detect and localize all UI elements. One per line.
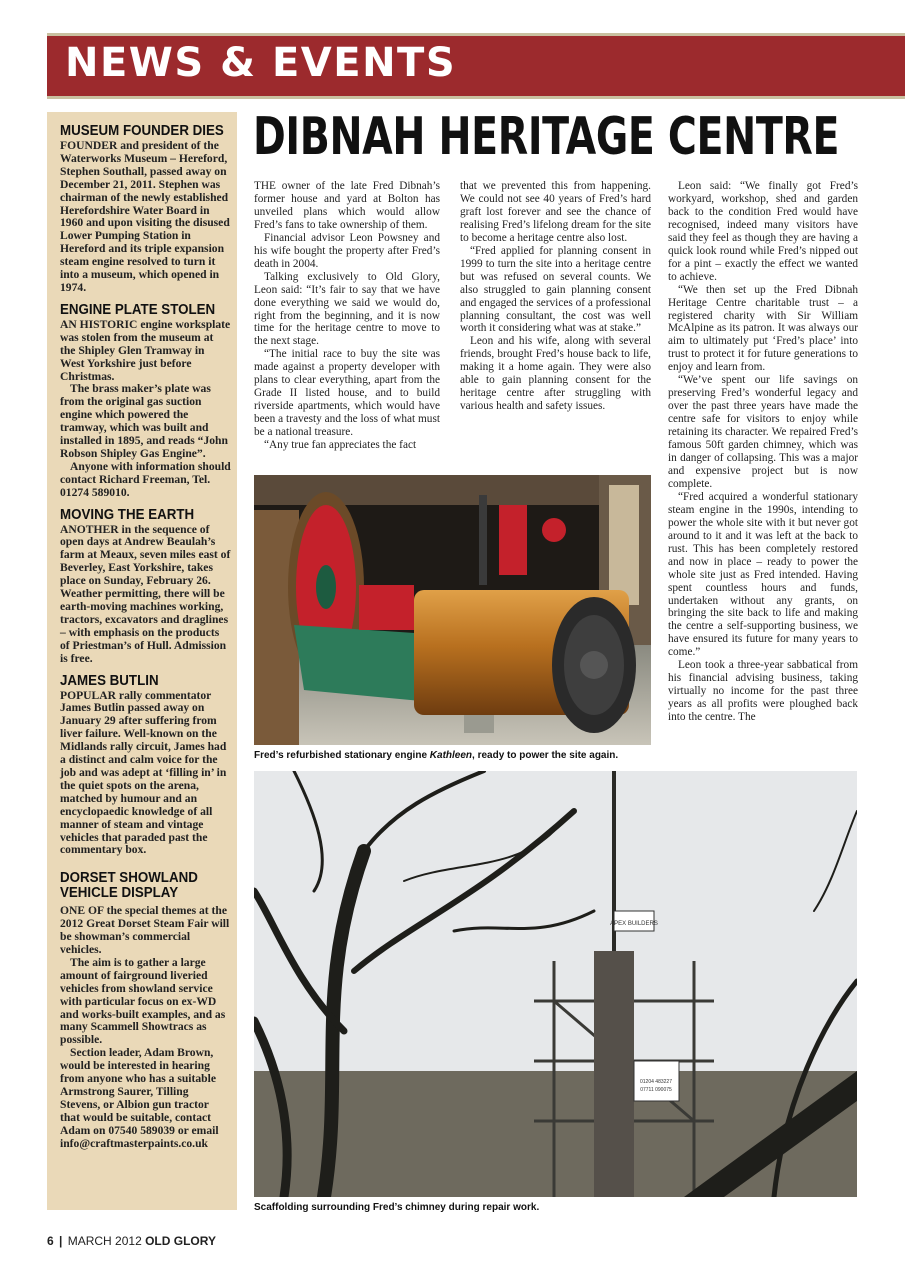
sidebar-news-heading: ENGINE PLATE STOLEN (60, 301, 216, 318)
article-paragraph: Leon took a three-year sabbatical from his financial advising business, taking virtually no income for the past three years as all profits were ploughed back into the centre. The (668, 659, 858, 724)
page-footer: 6 | MARCH 2012 OLD GLORY (47, 1234, 216, 1248)
scaffold-sign-text: APEX BUILDERS (610, 921, 658, 927)
section-banner (47, 33, 905, 99)
sidebar-news-heading: JAMES BUTLIN (60, 672, 159, 689)
scaffold-sign-text: 07711 090075 (640, 1087, 672, 1093)
article-paragraph: “The initial race to buy the site was made against a property developer with plans to clear everything, apart from the Grade II listed house, and to build riverside apartments, which would have been a travesty and the loss of what must be a national treasure. (254, 348, 440, 439)
sidebar-news-item (60, 674, 231, 858)
engine-photo (254, 475, 651, 745)
sidebar-news-text: ANOTHER in the sequence of open days at Andrew Beaulah’s farm at Meaux, seven miles east of Beverley, East Yorkshire, takes place on Sunday, February 26. Weather permitting, there will be earth-moving machines working, tractors, excavators and draglines – with emphasis on the products of Priestman’s of Hull. Admission is free. (60, 522, 231, 665)
sidebar-news-heading: DORSET SHOWLAND VEHICLE DISPLAY (60, 870, 198, 902)
magazine-name: OLD GLORY (145, 1234, 216, 1248)
article-paragraph: “We then set up the Fred Dibnah Heritage Centre charitable trust – a registered charity with Sir William McAlpine as its patron. It was always our aim to ultimately put ‘Fred’s place’ into trust to protect it for future generations to enjoy and learn from. (668, 283, 858, 374)
page-number: 6 (47, 1234, 54, 1248)
article-paragraph: Leon and his wife, along with several friends, brought Fred’s house back to life, making it a home again. They were also able to gain planning consent for the heritage centre after struggling with various health and safety issues. (460, 335, 651, 413)
sidebar-news-text: FOUNDER and president of the Waterworks Museum – Hereford, Stephen Southall, passed away on December 21, 2011. Stephen was chairman of the newly established Herefordshire Water Board in 1960 and upon visiting the disused Lower Pumping Station in Hereford and its triple expansion steam engine resolved to turn it into a museum, which opened in 1974. (60, 139, 230, 294)
article-paragraph: that we prevented this from happening. We could not see 40 years of Fred’s hard graft lost forever and see the chance of realising Fred’s lifelong dream for the site to become a heritage centre also lost. (460, 180, 651, 244)
issue-date: MARCH 2012 (67, 1234, 142, 1248)
sidebar-news-text: The aim is to gather a large amount of fairground liveried vehicles from showland service with particular focus on ex-WD and works-built examples, and as many Scammell Showtracs as possible. (60, 955, 226, 1047)
sidebar-news-text: Section leader, Adam Brown, would be interested in hearing from anyone who has a suitable Armstrong Saurer, Tilling Stevens, or Albion gun tractor that would be suitable, contact Adam on 07540 589039 or email info@craftmasterpaints.co.uk (60, 1046, 219, 1150)
sidebar-news-text: ONE OF the special themes at the 2012 Great Dorset Steam Fair will be showman’s commercial vehicles. (60, 904, 230, 957)
article-paragraph: “We’ve spent our life savings on preserving Fred’s wonderful legacy and over the past three years have made the centre safe for visitors to enjoy while retaining its character. We repaired Fred’s famous 50ft garden chimney, which was in danger of collapsing. This was a major and expensive project but is now complete. (668, 374, 858, 490)
article-paragraph: THE owner of the late Fred Dibnah’s former house and yard at Bolton has unveiled plans which would allow Fred’s fans to take ownership of them. (254, 180, 440, 231)
caption-text: Fred’s refurbished stationary engine (254, 750, 430, 761)
news-sidebar (47, 112, 237, 1210)
sidebar-news-item (60, 124, 231, 295)
article-paragraph: Talking exclusively to Old Glory, Leon said: “It’s fair to say that we have done everything we said we would do, right from the beginning, and it is now time for the heritage centre to move to the next stage. (254, 270, 440, 348)
sidebar-news-text: The brass maker’s plate was from the original gas suction engine which powered the tramway, which was built and installed in 1895, and reads “John Robson Shipley Gas Engine”. (60, 382, 228, 460)
sidebar-news-heading: MUSEUM FOUNDER DIES (60, 123, 224, 139)
sidebar-news-item (60, 508, 231, 666)
sidebar-news-text: AN HISTORIC engine worksplate was stolen from the museum at the Shipley Glen Tramway in West Yorkshire just before Christmas. (60, 317, 231, 383)
scaffold-sign-text: 01204 483227 (640, 1079, 672, 1085)
sidebar-news-item (60, 303, 231, 500)
article-paragraph: “Fred acquired a wonderful stationary steam engine in the 1990s, intending to power the whole site with it but never got around to it and it was left at the back to rust. This has been completely restored and now in place – ready to power the whole site just as Fred intended. Having spent countless hours and funds, undertaken without any grants, on bringing the site back to life and making the centre a self-supporting business, we have ensured its future for many years to come.” (668, 490, 858, 659)
article-paragraph: Leon said: “We finally got Fred’s workyard, workshop, shed and garden back to the condition Fred would have recognised, indeed many visitors have said they feel as though they are having a quick look round while Fred’s nipped out for a pint – exactly the effect we wanted to achieve. (668, 180, 858, 283)
article-headline: DIBNAH HERITAGE CENTRE (253, 107, 840, 167)
chimney-photo (254, 771, 857, 1197)
chimney-photo-caption: Scaffolding surrounding Fred’s chimney during repair work. (254, 1202, 540, 1213)
article-column-3 (668, 180, 858, 724)
caption-italic: Kathleen (429, 750, 473, 761)
article-column-2 (460, 180, 651, 413)
article-column-1 (254, 180, 440, 452)
article-paragraph: “Fred applied for planning consent in 1999 to turn the site into a heritage centre but was refused on several counts. We also struggled to gain planning consent and engaged the services of a professional planning consultant, the cost was well worth it considering what was at stake.” (460, 244, 651, 335)
section-banner-title: NEWS & EVENTS (65, 40, 457, 86)
sidebar-news-item (60, 871, 231, 1150)
engine-photo-illustration (254, 475, 651, 745)
caption-text: , ready to power the site again. (472, 750, 619, 761)
engine-photo-caption (254, 750, 618, 761)
sidebar-news-text: POPULAR rally commentator James Butlin passed away on January 29 after suffering from liver failure. Well-known on the Midlands rally circuit, James had a distinct and calm voice for the job and was adept at ‘filling in’ in the quiet spots on the arena, matched by humour and an encyclopaedic knowledge of all manner of steam and vintage vehicles that paraded past the commentary box. (60, 688, 227, 857)
article-paragraph: Financial advisor Leon Powsney and his wife bought the property after Fred’s death in 2004. (254, 231, 440, 270)
chimney-photo-illustration (254, 771, 857, 1197)
sidebar-news-heading: MOVING THE EARTH (60, 506, 195, 523)
sidebar-news-text: Anyone with information should contact Richard Freeman, Tel. 01274 589010. (60, 459, 231, 499)
article-paragraph: “Any true fan appreciates the fact (264, 439, 417, 452)
